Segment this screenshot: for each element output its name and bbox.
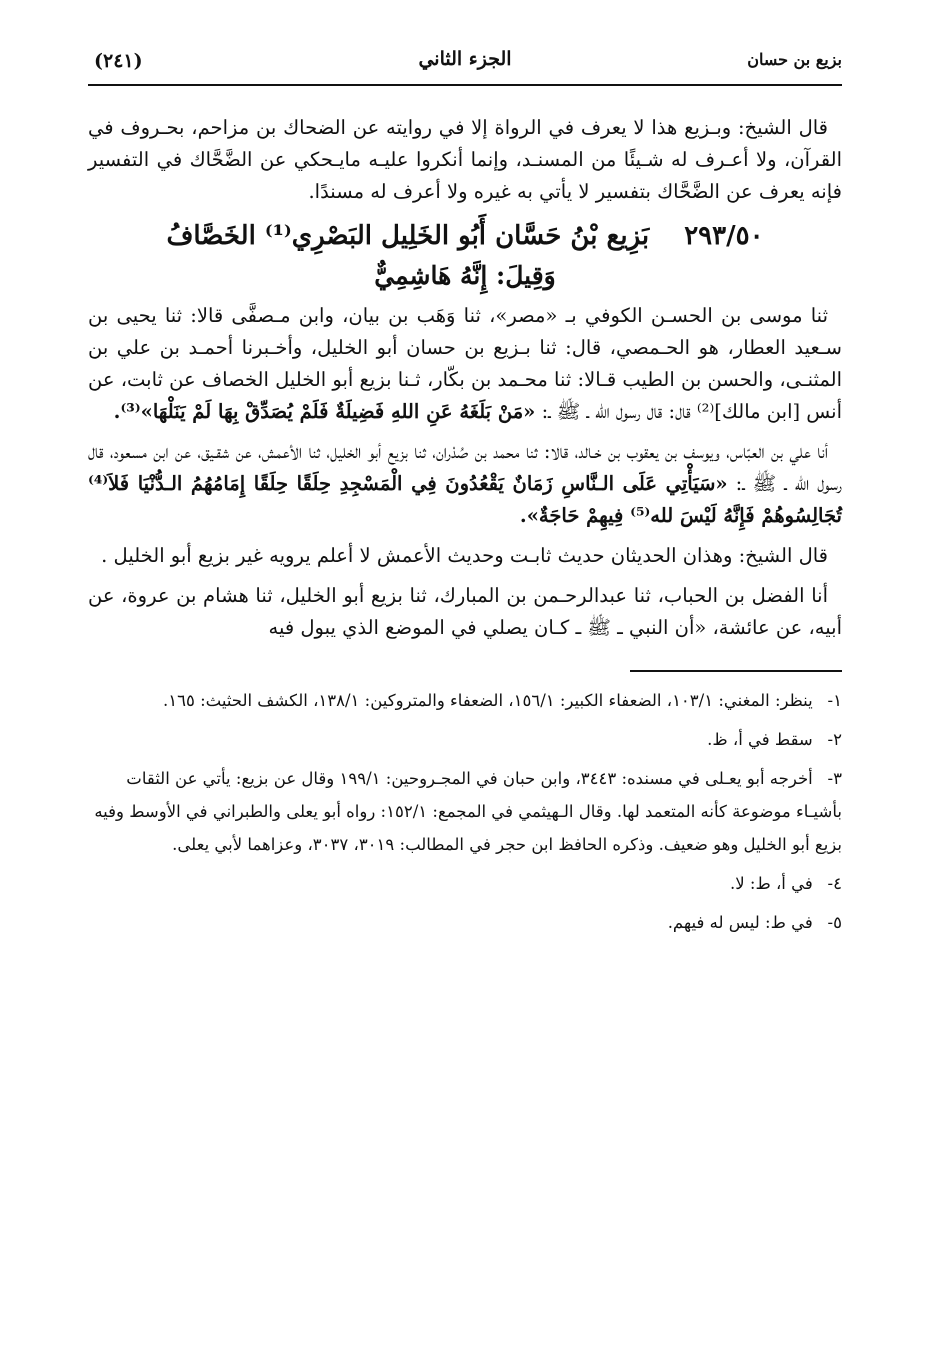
volume-title: الجزء الثاني xyxy=(418,48,512,70)
footnote-separator xyxy=(630,670,842,672)
footnote-number: ٥- xyxy=(827,913,842,932)
footnote-text: سقط في أ، ظ. xyxy=(707,730,813,749)
hadith-text: «سَيَأْتِي عَلَى الـنَّاسِ زَمَانٌ يَقْعُدُونَ فِي الْمَسْجِدِ حِلَقًا حِلَقًا إِمَامُهُمُ الـدُّنْيَا فَلاَ⁽⁴⁾ تُجَالِسُوهُمْ فَإِنَّهُ لَيْسَ لله⁽⁵⁾ فِيهِمْ حَاجَةٌ». xyxy=(88,472,842,527)
footnote-text: ينظر: المغني: ١٠٣/١، الضعفاء الكبير: ١٥٦/١، الضعفاء والمتروكين: ١٣٨/١، الكشف الحثيث: ١٦٥. xyxy=(162,691,813,710)
footnote-text: في أ، ط: لا. xyxy=(729,874,813,893)
paragraph: قال الشيخ: وهذان الحديثان حديث ثابـت وحديث الأعمش لا أعلم يرويه غير بزيع أبو الخليل . xyxy=(101,544,828,567)
main-text xyxy=(88,112,842,644)
footnote xyxy=(88,723,842,756)
entry-name: بَزِيع بْنُ حَسَّان أَبُو الخَلِيل البَصْرِي⁽¹⁾ الخَصَّافُ xyxy=(166,221,650,251)
page-number: (٢٤١) xyxy=(94,50,143,72)
footnote-text: أخرجه أبو يعـلى في مسنده: ٣٤٤٣، وابن حبان في المجـروحين: ١٩٩/١ وقال عن بزيع: يأتي عن الثقات بأشيـاء موضوعة كأنه المتعمد لها. وقال الـهيثمي في المجمع: ١٥٢/١: رواه أبو يعلى والطبراني في الأوسط وفيه بزيع أبو الخليل وهو ضعيف. وذكره الحافظ ابن حجر في المطالب: ٣٠١٩، ٣٠٣٧، وعزاهما لأبي يعلى. xyxy=(94,769,842,854)
hadith-chain: ثنا موسى بن الحسـن الكوفي بـ «مصر»، ثنا وَهَب بن بيان، وابن مـصفَّى قالا: ثنا يحيى بن سـعيد العطار، هو الحـمصي، قال: ثنا بـزيع بن حسان أبو الخليل، وأخـبرنا أحمـد بن علي بن المثنـى، والحسن بن الطيب قـالا: ثنا محـمد بن بكّار، ثـنا بزيع أبو الخليل الخصاف عن ثابت، عن أنس [ابن مالك]⁽²⁾ قال: قال رسول الله ـ ﷺ ـ: xyxy=(88,304,842,423)
book-page xyxy=(88,44,842,945)
footnotes xyxy=(88,684,842,939)
footnote-text: في ط: ليس له فيهم. xyxy=(667,913,813,932)
hadith-text: «مَنْ بَلَغَهُ عَنِ اللهِ فَضِيلَةٌ فَلَمْ يُصَدِّقْ بِهَا لَمْ يَنَلْهَا»⁽³⁾. xyxy=(113,400,536,423)
entry-heading xyxy=(88,216,842,296)
footnote-number: ٢- xyxy=(827,730,842,749)
footnote xyxy=(88,684,842,717)
paragraph xyxy=(88,300,842,428)
footnote-number: ٣- xyxy=(827,769,842,788)
paragraph xyxy=(88,436,842,532)
footnote xyxy=(88,906,842,939)
page-header xyxy=(88,44,842,86)
footnote-number: ٤- xyxy=(827,874,842,893)
paragraph: قال الشيخ: وبـزيع هذا لا يعرف في الرواة إلا في روايته عن الضحاك بن مزاحم، بحـروف في القرآن، ولا أعـرف له شـيئًا من المسنـد، وإنما أنكروا عليـه مايـحكي عن الضَّحَّاك في التفسير فإنه يعرف عن الضَّحَّاك بتفسير لا يأتي به غيره ولا أعرف له مسندًا. xyxy=(88,116,842,203)
footnote xyxy=(88,867,842,900)
running-title: بزيع بن حسان xyxy=(747,50,842,69)
hadith-chain: أنا علي بن العبّاس، ويوسف بن يعقوب بن خـالد، قالا: ثنا محمد بن صُدْران، ثنا بزيع أبو الخليل، ثنا الأعمش، عن شقـيق، عن ابن مسعود، قال رسول الله ـ ﷺ ـ: xyxy=(88,440,842,495)
footnote-number: ١- xyxy=(827,691,842,710)
paragraph: أنا الفضل بن الحباب، ثنا عبدالرحـمن بن المبارك، ثنا بزيع أبو الخليل، ثنا هشام بن عروة، عن أبيه، عن عائشة، «أن النبي ـ ﷺ ـ كـان يصلي في الموضع الذي يبول فيه xyxy=(88,584,842,639)
entry-subtitle: وَقِيلَ: إِنَّهُ هَاشِمِيٌّ xyxy=(374,261,556,290)
entry-number: ٢٩٣/٥٠ xyxy=(684,221,764,251)
footnote xyxy=(88,762,842,861)
